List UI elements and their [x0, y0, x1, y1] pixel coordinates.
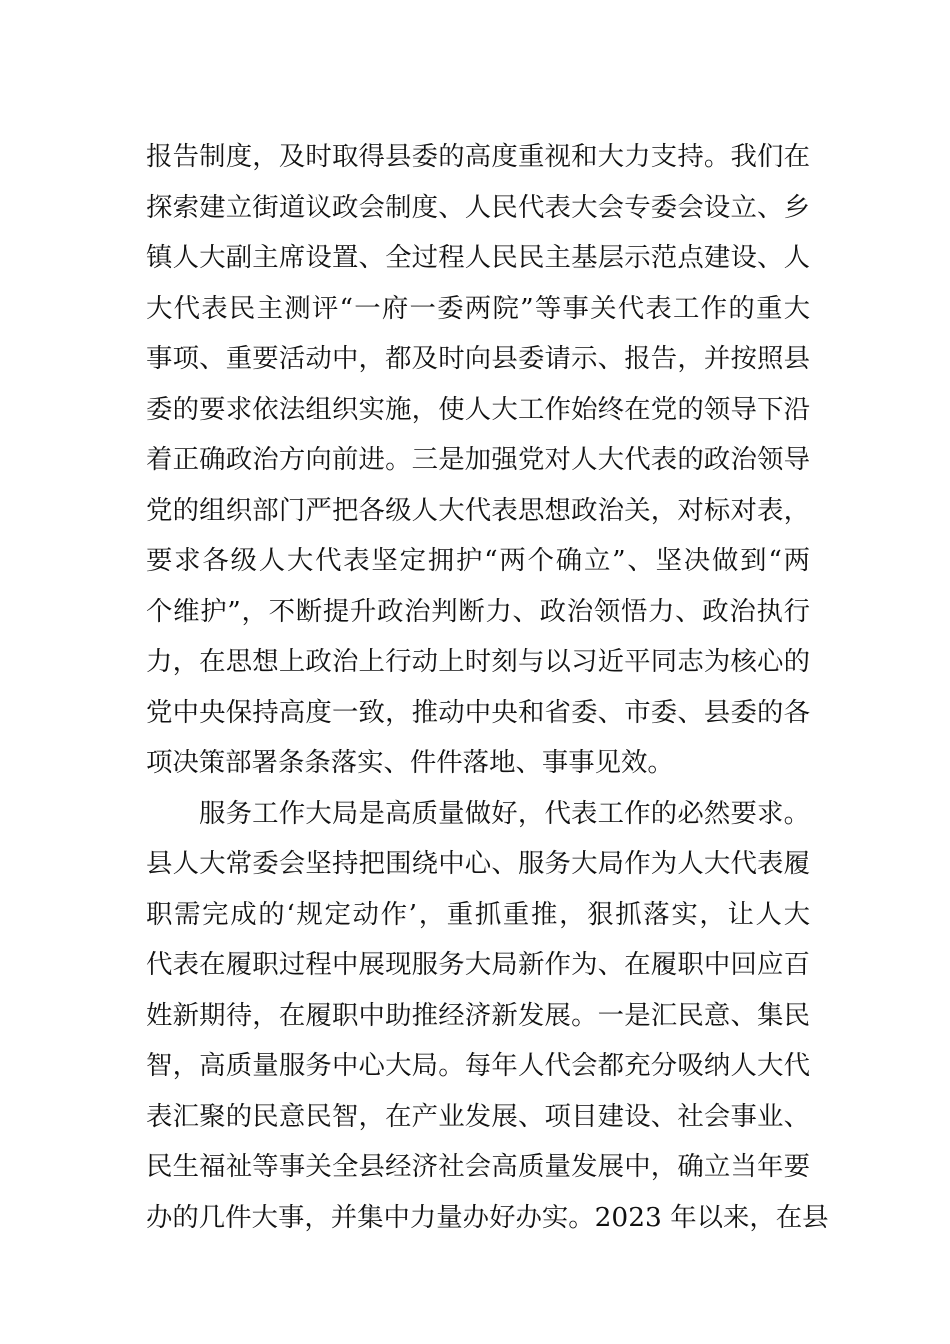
- text-line: 要求各级人大代表坚定拥护“两个确立”、坚决做到“两: [146, 545, 810, 576]
- text-line: 探索建立街道议政会制度、人民代表大会专委会设立、乡: [146, 191, 810, 223]
- body-text: [146, 132, 829, 1243]
- text-line: 报告制度，及时取得县委的高度重视和大力支持。我们在: [146, 141, 810, 172]
- text-line: 县人大常委会坚持把围绕中心、服务大局作为人大代表履: [146, 848, 810, 879]
- text-line: 代表在履职过程中展现服务大局新作为、在履职中回应百: [146, 949, 810, 980]
- text-line: 个维护”，不断提升政治判断力、政治领悟力、政治执行: [146, 595, 810, 627]
- text-line: 智，高质量服务中心大局。每年人代会都充分吸纳人大代: [146, 1050, 810, 1081]
- text-line: 办的几件大事，并集中力量办好办实。2023 年以来，在县: [146, 1201, 829, 1233]
- text-line: 镇人大副主席设置、全过程人民民主基层示范点建设、人: [146, 242, 810, 273]
- text-line: 民生福祉等事关全县经济社会高质量发展中，确立当年要: [146, 1151, 810, 1182]
- text-line: 大代表民主测评“一府一委两院”等事关代表工作的重大: [146, 292, 810, 324]
- text-line: 党中央保持高度一致，推动中央和省委、市委、县委的各: [146, 696, 810, 728]
- text-line: 委的要求依法组织实施，使人大工作始终在党的领导下沿: [146, 393, 810, 425]
- text-line: 职需完成的‘规定动作’，重抓重推，狠抓落实，让人大: [146, 898, 810, 930]
- text-line: 项决策部署条条落实、件件落地、事事见效。: [146, 747, 674, 778]
- text-line: 事项、重要活动中，都及时向县委请示、报告，并按照县: [146, 343, 810, 374]
- text-line: 姓新期待，在履职中助推经济新发展。一是汇民意、集民: [146, 999, 810, 1031]
- text-line: 表汇聚的民意民智，在产业发展、项目建设、社会事业、: [146, 1100, 810, 1132]
- paragraph-first-line: 服务工作大局是高质量做好，代表工作的必然要求。: [199, 797, 810, 829]
- text-line: 着正确政治方向前进。三是加强党对人大代表的政治领导: [146, 444, 810, 475]
- text-line: 力，在思想上政治上行动上时刻与以习近平同志为核心的: [146, 646, 810, 677]
- text-line: 党的组织部门严把各级人大代表思想政治关，对标对表，: [146, 494, 810, 526]
